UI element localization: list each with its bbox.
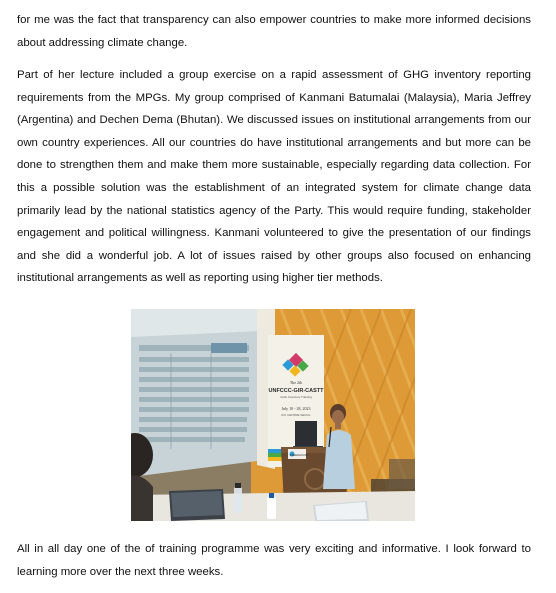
banner-dates: July 10 - 28, 2023 bbox=[281, 406, 311, 411]
banner-venue: IFC CENTRE SEOUL bbox=[281, 413, 311, 417]
banner-line1: The 2th bbox=[289, 380, 303, 385]
podium-logo-text: GREENHOUSE bbox=[289, 454, 309, 457]
paragraph-conclusion: All in all day one of the of training programme was very exciting and informative. I look forward to learning more over the next three weeks. bbox=[17, 543, 531, 578]
training-presentation-photo bbox=[131, 309, 415, 521]
banner-line3: GHG Inventory Training bbox=[280, 395, 312, 399]
paragraph-group-exercise: Part of her lecture included a group exercise on a rapid assessment of GHG inventory reporting requirements from the MPGs. My group comprised of Kanmani Batumalai (Malaysia), Maria Jeffrey (Argentina) and Dechen Dema (Bhutan). We discussed issues on institutional arrangements from our own country experiences. All our countries do have institutional arrangements and but more can be done to strengthen them and make them more sustainable, especially regarding data collection. For this a possible solution was the establishment of an integrated system for climate change data primarily lead by the national statistics agency of the Party. This would require funding, stakeholder engagement and political willingness. Kanmani volunteered to give the presentation of our findings and she did a wonderful job. A lot of issues raised by other groups also focused on enhancing institutional arrangements as well as reporting using higher tier methods. bbox=[17, 69, 531, 285]
paragraph-intro-continuation: for me was the fact that transparency can also empower countries to make more informed decisions about addressing climate change. bbox=[17, 14, 531, 49]
banner-line2: UNFCCC-GIR-CASTT bbox=[268, 388, 324, 394]
